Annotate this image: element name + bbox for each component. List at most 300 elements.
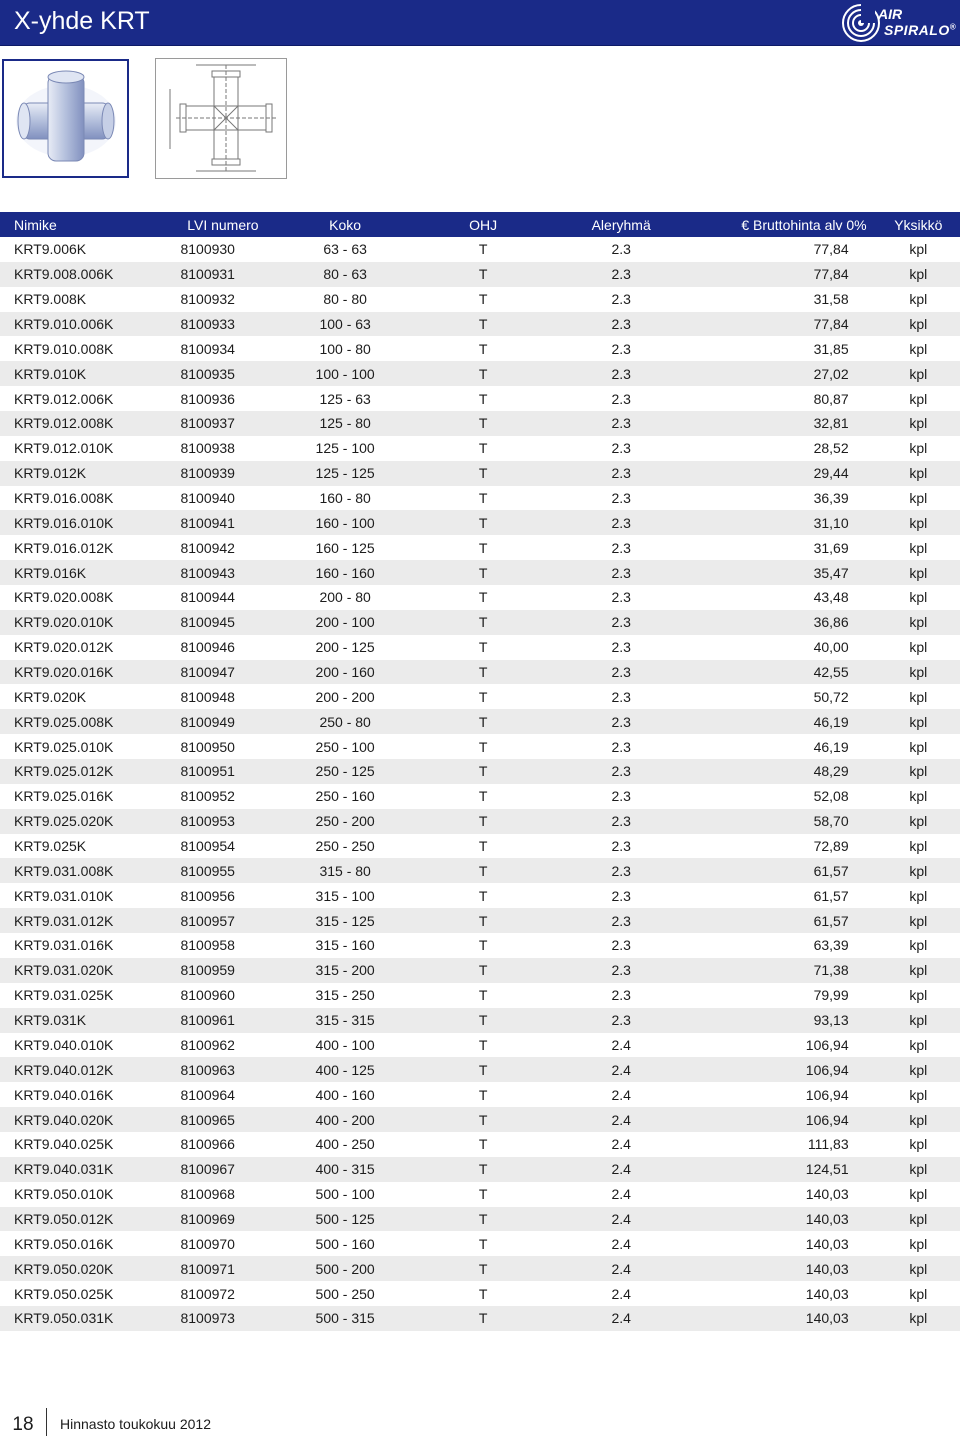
cell-koko: 160 - 125 [315,539,375,556]
table-row [0,287,960,312]
cell-bruttohinta: 140,03 [805,1186,849,1203]
table-row [0,237,960,262]
cell-nimike: KRT9.020.008K [14,589,114,606]
col-header-yksikko: Yksikkö [894,216,943,233]
cell-koko: 315 - 200 [315,962,375,979]
cell-nimike: KRT9.012K [14,465,87,482]
cell-lvi-numero: 8100972 [180,1285,235,1302]
cell-nimike: KRT9.020.010K [14,614,114,631]
cell-yksikko: kpl [909,937,928,954]
cell-aleryhma: 2.3 [611,1012,631,1029]
cell-koko: 500 - 100 [315,1186,375,1203]
cell-koko: 80 - 63 [323,266,367,283]
cell-aleryhma: 2.3 [611,937,631,954]
cell-nimike: KRT9.031.025K [14,987,114,1004]
cell-koko: 500 - 250 [315,1285,375,1302]
cell-koko: 200 - 100 [315,614,375,631]
cell-bruttohinta: 77,84 [813,266,849,283]
table-row [0,983,960,1008]
cell-bruttohinta: 140,03 [805,1260,849,1277]
table-row [0,734,960,759]
table-row [0,858,960,883]
cell-yksikko: kpl [909,962,928,979]
cell-ohj: T [478,639,488,656]
cell-aleryhma: 2.3 [611,465,631,482]
cell-aleryhma: 2.3 [611,415,631,432]
cell-lvi-numero: 8100947 [180,664,235,681]
cell-ohj: T [478,614,488,631]
cell-yksikko: kpl [909,1061,928,1078]
cell-bruttohinta: 61,57 [813,912,849,929]
cell-aleryhma: 2.4 [611,1036,631,1053]
cell-aleryhma: 2.3 [611,738,631,755]
table-row [0,386,960,411]
cell-ohj: T [478,738,488,755]
cell-nimike: KRT9.050.025K [14,1285,114,1302]
cell-ohj: T [478,390,488,407]
page-number: 18 [0,1408,47,1436]
table-row [0,883,960,908]
cell-bruttohinta: 27,02 [813,365,849,382]
cell-bruttohinta: 71,38 [813,962,849,979]
cell-ohj: T [478,514,488,531]
cell-nimike: KRT9.010K [14,365,87,382]
cell-yksikko: kpl [909,415,928,432]
logo-text-air: AIR [878,6,903,22]
cell-yksikko: kpl [909,664,928,681]
cell-lvi-numero: 8100959 [180,962,235,979]
cell-ohj: T [478,490,488,507]
cell-nimike: KRT9.050.031K [14,1310,114,1327]
cell-ohj: T [478,1260,488,1277]
cell-bruttohinta: 61,57 [813,887,849,904]
cell-ohj: T [478,440,488,457]
cell-bruttohinta: 72,89 [813,838,849,855]
cell-yksikko: kpl [909,1210,928,1227]
cell-aleryhma: 2.3 [611,862,631,879]
cell-ohj: T [478,415,488,432]
cell-yksikko: kpl [909,838,928,855]
cell-nimike: KRT9.016K [14,564,87,581]
cell-ohj: T [478,813,488,830]
logo-text-spiralo: SPIRALO® [884,22,957,38]
cell-nimike: KRT9.010.006K [14,316,114,332]
cell-koko: 200 - 80 [319,589,371,606]
cell-koko: 250 - 250 [315,838,375,855]
cell-nimike: KRT9.025.008K [14,713,114,730]
cell-koko: 400 - 125 [315,1061,375,1078]
table-row [0,585,960,610]
page-title: X-yhde KRT [14,7,150,35]
table-row [0,1033,960,1058]
cell-yksikko: kpl [909,788,928,805]
table-row [0,461,960,486]
cell-yksikko: kpl [909,390,928,407]
cell-aleryhma: 2.4 [611,1210,631,1227]
cell-bruttohinta: 93,13 [813,1012,849,1029]
cell-aleryhma: 2.3 [611,713,631,730]
cell-koko: 315 - 315 [315,1012,375,1029]
cell-yksikko: kpl [909,589,928,606]
cell-nimike: KRT9.025.012K [14,763,114,780]
cell-nimike: KRT9.050.016K [14,1235,114,1252]
cell-lvi-numero: 8100964 [180,1086,235,1103]
cell-koko: 63 - 63 [323,241,367,258]
cell-lvi-numero: 8100943 [180,564,235,581]
cell-nimike: KRT9.012.006K [14,390,114,407]
cell-lvi-numero: 8100932 [180,291,235,308]
table-row [0,1132,960,1157]
cell-aleryhma: 2.3 [611,514,631,531]
cell-bruttohinta: 28,52 [813,440,849,457]
cell-koko: 200 - 160 [315,664,375,681]
cell-ohj: T [478,1136,488,1153]
cell-lvi-numero: 8100950 [180,738,235,755]
cell-lvi-numero: 8100961 [180,1012,235,1029]
table-row [0,361,960,386]
cell-yksikko: kpl [909,1285,928,1302]
cell-lvi-numero: 8100939 [180,465,235,482]
cell-nimike: KRT9.050.010K [14,1186,114,1203]
cell-lvi-numero: 8100957 [180,912,235,929]
col-header-koko: Koko [329,216,362,233]
cell-lvi-numero: 8100946 [180,639,235,656]
cell-nimike: KRT9.040.012K [14,1061,114,1078]
cell-yksikko: kpl [909,564,928,581]
cell-lvi-numero: 8100968 [180,1186,235,1203]
cell-aleryhma: 2.4 [611,1111,631,1128]
cell-yksikko: kpl [909,1260,928,1277]
cell-ohj: T [478,465,488,482]
cell-ohj: T [478,862,488,879]
cell-bruttohinta: 29,44 [813,465,849,482]
cell-aleryhma: 2.3 [611,365,631,382]
cell-aleryhma: 2.3 [611,390,631,407]
cell-koko: 250 - 200 [315,813,375,830]
table-row [0,958,960,983]
cell-koko: 400 - 200 [315,1111,375,1128]
cell-ohj: T [478,713,488,730]
cell-yksikko: kpl [909,1036,928,1053]
cell-bruttohinta: 42,55 [813,664,849,681]
cell-nimike: KRT9.020.012K [14,639,114,656]
table-row [0,1306,960,1331]
cell-lvi-numero: 8100966 [180,1136,235,1153]
table-row [0,610,960,635]
cell-lvi-numero: 8100951 [180,763,235,780]
cell-bruttohinta: 140,03 [805,1285,849,1302]
cell-koko: 500 - 315 [315,1310,375,1327]
cell-lvi-numero: 8100935 [180,365,235,382]
cell-bruttohinta: 124,51 [805,1161,849,1178]
cell-yksikko: kpl [909,340,928,357]
cell-nimike: KRT9.031.020K [14,962,114,979]
cell-aleryhma: 2.3 [611,539,631,556]
table-row [0,1231,960,1256]
cell-koko: 315 - 160 [315,937,375,954]
cell-bruttohinta: 61,57 [813,862,849,879]
cell-yksikko: kpl [909,490,928,507]
cell-aleryhma: 2.3 [611,490,631,507]
table-row [0,1008,960,1033]
table-row [0,1207,960,1232]
cell-lvi-numero: 8100944 [180,589,235,606]
col-header-aleryhma: Aleryhmä [591,216,651,233]
cell-lvi-numero: 8100958 [180,937,235,954]
cell-aleryhma: 2.4 [611,1260,631,1277]
cell-yksikko: kpl [909,539,928,556]
cell-lvi-numero: 8100933 [180,316,235,332]
product-photo [2,59,129,178]
cell-aleryhma: 2.3 [611,688,631,705]
cell-koko: 160 - 160 [315,564,375,581]
table-row [0,1256,960,1281]
cell-lvi-numero: 8100937 [180,415,235,432]
cell-lvi-numero: 8100965 [180,1111,235,1128]
cell-yksikko: kpl [909,887,928,904]
cell-aleryhma: 2.3 [611,564,631,581]
cell-bruttohinta: 140,03 [805,1235,849,1252]
cell-lvi-numero: 8100934 [180,340,235,357]
cell-yksikko: kpl [909,639,928,656]
table-row [0,1281,960,1306]
page-header [0,0,960,46]
cell-bruttohinta: 43,48 [813,589,849,606]
cell-nimike: KRT9.006K [14,241,87,258]
cell-nimike: KRT9.031.010K [14,887,114,904]
cell-koko: 125 - 63 [319,390,371,407]
cell-bruttohinta: 50,72 [813,688,849,705]
cell-lvi-numero: 8100938 [180,440,235,457]
cell-nimike: KRT9.050.020K [14,1260,114,1277]
cell-ohj: T [478,316,488,332]
cell-bruttohinta: 40,00 [813,639,849,656]
cell-ohj: T [478,887,488,904]
table-row [0,684,960,709]
cell-koko: 315 - 250 [315,987,375,1004]
cell-ohj: T [478,1111,488,1128]
cell-aleryhma: 2.3 [611,838,631,855]
cell-ohj: T [478,1061,488,1078]
footer-text: Hinnasto toukokuu 2012 [60,1416,211,1432]
cell-nimike: KRT9.008.006K [14,266,114,283]
cell-nimike: KRT9.040.025K [14,1136,114,1153]
cell-koko: 315 - 80 [319,862,371,879]
cell-lvi-numero: 8100941 [180,514,235,531]
cell-ohj: T [478,539,488,556]
cell-aleryhma: 2.4 [611,1310,631,1327]
cell-koko: 125 - 125 [315,465,375,482]
cell-bruttohinta: 31,58 [813,291,849,308]
cell-ohj: T [478,1210,488,1227]
cell-bruttohinta: 77,84 [813,316,849,332]
cell-koko: 100 - 80 [319,340,371,357]
cell-koko: 160 - 80 [319,490,371,507]
cell-ohj: T [478,838,488,855]
cell-nimike: KRT9.020.016K [14,664,114,681]
cell-nimike: KRT9.040.031K [14,1161,114,1178]
cell-koko: 315 - 100 [315,887,375,904]
cell-koko: 400 - 315 [315,1161,375,1178]
table-row [0,510,960,535]
cell-ohj: T [478,340,488,357]
table-row [0,1182,960,1207]
cell-aleryhma: 2.3 [611,589,631,606]
cell-bruttohinta: 36,86 [813,614,849,631]
cell-koko: 160 - 100 [315,514,375,531]
cell-bruttohinta: 32,81 [813,415,849,432]
cell-lvi-numero: 8100952 [180,788,235,805]
cell-yksikko: kpl [909,514,928,531]
cell-yksikko: kpl [909,1111,928,1128]
table-row [0,784,960,809]
cell-nimike: KRT9.040.020K [14,1111,114,1128]
cell-ohj: T [478,291,488,308]
cell-aleryhma: 2.3 [611,887,631,904]
table-row [0,336,960,361]
table-row [0,635,960,660]
table-row [0,1107,960,1132]
cell-koko: 315 - 125 [315,912,375,929]
cell-lvi-numero: 8100940 [180,490,235,507]
cell-nimike: KRT9.016.010K [14,514,114,531]
cell-lvi-numero: 8100962 [180,1036,235,1053]
col-header-nimike: Nimike [14,216,57,233]
cell-bruttohinta: 36,39 [813,490,849,507]
table-row [0,660,960,685]
cell-aleryhma: 2.3 [611,962,631,979]
cell-ohj: T [478,1161,488,1178]
cell-lvi-numero: 8100955 [180,862,235,879]
cell-bruttohinta: 79,99 [813,987,849,1004]
cell-lvi-numero: 8100967 [180,1161,235,1178]
cell-ohj: T [478,1036,488,1053]
cell-lvi-numero: 8100942 [180,539,235,556]
cell-lvi-numero: 8100949 [180,713,235,730]
cell-bruttohinta: 35,47 [813,564,849,581]
cell-nimike: KRT9.040.016K [14,1086,114,1103]
cell-aleryhma: 2.3 [611,763,631,780]
cell-nimike: KRT9.050.012K [14,1210,114,1227]
cell-aleryhma: 2.4 [611,1086,631,1103]
cell-nimike: KRT9.012.010K [14,440,114,457]
cell-aleryhma: 2.3 [611,241,631,258]
cell-koko: 400 - 160 [315,1086,375,1103]
cell-koko: 100 - 100 [315,365,375,382]
cell-ohj: T [478,1235,488,1252]
cell-ohj: T [478,365,488,382]
technical-drawing [155,58,287,179]
cell-bruttohinta: 63,39 [813,937,849,954]
cell-lvi-numero: 8100945 [180,614,235,631]
cell-koko: 80 - 80 [323,291,367,308]
cell-aleryhma: 2.3 [611,316,631,332]
cell-koko: 500 - 200 [315,1260,375,1277]
cell-ohj: T [478,987,488,1004]
cell-bruttohinta: 80,87 [813,390,849,407]
cell-bruttohinta: 52,08 [813,788,849,805]
cell-yksikko: kpl [909,862,928,879]
cell-lvi-numero: 8100973 [180,1310,235,1327]
cell-yksikko: kpl [909,291,928,308]
cell-lvi-numero: 8100953 [180,813,235,830]
cell-nimike: KRT9.025.020K [14,813,114,830]
table-header-row [0,212,960,237]
cell-ohj: T [478,1186,488,1203]
cell-nimike: KRT9.012.008K [14,415,114,432]
cell-yksikko: kpl [909,241,928,258]
cell-koko: 125 - 80 [319,415,371,432]
cell-lvi-numero: 8100963 [180,1061,235,1078]
cell-bruttohinta: 48,29 [813,763,849,780]
cell-koko: 125 - 100 [315,440,375,457]
cell-nimike: KRT9.016.008K [14,490,114,507]
table-row [0,759,960,784]
cell-lvi-numero: 8100971 [180,1260,235,1277]
cell-aleryhma: 2.3 [611,440,631,457]
table-row [0,436,960,461]
cell-nimike: KRT9.025.016K [14,788,114,805]
cell-yksikko: kpl [909,1235,928,1252]
cell-koko: 100 - 63 [319,316,371,332]
cell-yksikko: kpl [909,1161,928,1178]
cell-nimike: KRT9.025.010K [14,738,114,755]
cell-lvi-numero: 8100954 [180,838,235,855]
cell-bruttohinta: 31,69 [813,539,849,556]
cell-yksikko: kpl [909,987,928,1004]
cell-yksikko: kpl [909,465,928,482]
cell-lvi-numero: 8100956 [180,887,235,904]
cell-ohj: T [478,266,488,283]
cell-ohj: T [478,962,488,979]
table-row [0,1082,960,1107]
cell-aleryhma: 2.4 [611,1136,631,1153]
cell-bruttohinta: 31,85 [813,340,849,357]
cell-bruttohinta: 31,10 [813,514,849,531]
cell-yksikko: kpl [909,365,928,382]
cell-nimike: KRT9.008K [14,291,87,308]
cell-yksikko: kpl [909,1086,928,1103]
cell-aleryhma: 2.4 [611,1161,631,1178]
cell-bruttohinta: 106,94 [805,1111,849,1128]
cell-nimike: KRT9.040.010K [14,1036,114,1053]
col-header-lvi-numero: LVI numero [187,216,259,233]
cell-ohj: T [478,1012,488,1029]
cell-koko: 250 - 125 [315,763,375,780]
cell-aleryhma: 2.4 [611,1235,631,1252]
cell-ohj: T [478,1310,488,1327]
cell-bruttohinta: 140,03 [805,1310,849,1327]
cell-ohj: T [478,1086,488,1103]
cell-lvi-numero: 8100960 [180,987,235,1004]
table-row [0,834,960,859]
cell-aleryhma: 2.3 [611,340,631,357]
cell-koko: 250 - 100 [315,738,375,755]
cell-yksikko: kpl [909,1012,928,1029]
cell-aleryhma: 2.3 [611,291,631,308]
cell-ohj: T [478,589,488,606]
cell-bruttohinta: 140,03 [805,1210,849,1227]
col-header-ohj: OHJ [469,216,498,233]
cell-aleryhma: 2.3 [611,664,631,681]
cell-aleryhma: 2.3 [611,639,631,656]
cell-aleryhma: 2.3 [611,266,631,283]
cell-koko: 400 - 250 [315,1136,375,1153]
table-row [0,411,960,436]
table-row [0,809,960,834]
cell-yksikko: kpl [909,614,928,631]
cell-bruttohinta: 106,94 [805,1086,849,1103]
